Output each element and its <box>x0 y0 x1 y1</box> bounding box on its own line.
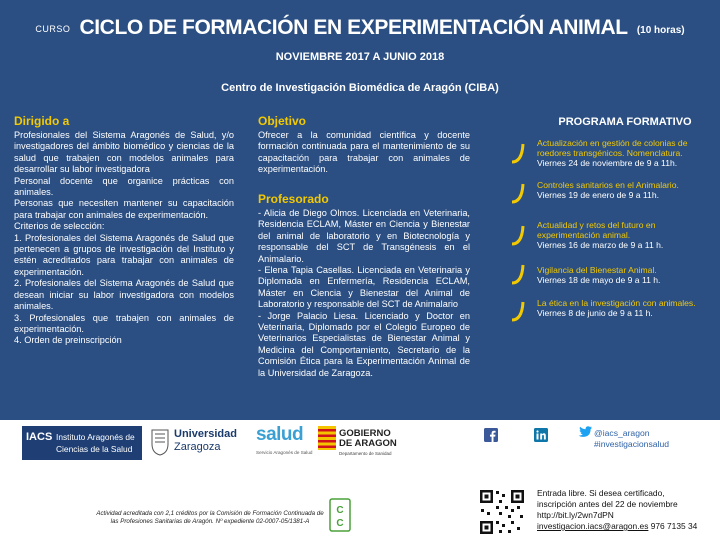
aragon-flag-icon <box>318 426 336 452</box>
dirigido-body <box>14 130 234 347</box>
program-item <box>537 298 715 318</box>
program-item-date: Viernes 19 de enero de 9 a 11h. <box>537 190 659 200</box>
gobierno-line-1: GOBIERNO <box>339 428 391 439</box>
iacs-abbr: IACS <box>26 431 53 443</box>
unizar-logo <box>150 424 242 466</box>
teacher-entry: - Jorge Palacio Liesa. Licenciado y Doctor en Veterinaria, Diplomado por el Colegio Europeo de Veterinarios Especialistas de Bienestar Animal y Medicina del Comportamiento, Secretario de la Comisión Ética para la Experimentación Animal de la Universidad de Zaragoza. <box>258 310 470 378</box>
program-item-title: Vigilancia del Bienestar Animal. <box>537 265 657 275</box>
programa-heading: PROGRAMA FORMATIVO <box>558 116 692 128</box>
bracket-icon <box>510 263 526 285</box>
accreditation-note: Actividad acreditada con 2,1 créditos por la Comisión de Formación Continuada de las Profesiones Sanitarias de Aragón. Nº expediente 02-0007-05/1381-A <box>96 510 324 525</box>
dirigido-paragraph: Personas que necesiten mantener su capacitación para trabajar con animales de experimentación. <box>14 198 234 220</box>
teacher-entry: - Elena Tapia Casellas. Licenciada en Veterinaria y Diplomada en Enfermería, Residencia ECLAM, Máster en Ciencia y Bienestar del Animal de Laboratorio y responsable del SCT de Animalario <box>258 265 470 310</box>
linkedin-icon[interactable] <box>534 428 548 442</box>
unizar-line-2: Zaragoza <box>174 441 221 453</box>
unizar-shield-icon <box>150 428 170 456</box>
objetivo-text: Ofrecer a la comunidad científica y docente formación continuada para el mantenimiento de su capacitación para trabajar con animales de experimentación. <box>258 130 470 175</box>
accreditation-seal-icon <box>329 498 351 532</box>
course-prefix: CURSO <box>35 24 71 34</box>
bracket-icon <box>510 182 526 204</box>
objetivo-body <box>258 130 470 176</box>
dirigido-heading: Dirigido a <box>14 114 70 128</box>
teacher-entry: - Alicia de Diego Olmos. Licenciada en Veterinaria, Residencia ECLAM, Máster en Ciencia y Bienestar del animal de laboratorio y en Biotecnología y responsable del SCT de Transgénesis en el Animalario. <box>258 208 470 264</box>
bracket-icon <box>510 224 526 246</box>
program-item <box>537 180 715 200</box>
unizar-line-1: Universidad <box>174 428 237 440</box>
dirigido-paragraph: 1. Profesionales del Sistema Aragonés de Salud que pertenecen a grupos de investigación del Instituto y estén acreditados para trabajar con animales de experimentación. <box>14 232 234 277</box>
iacs-logo <box>22 424 142 466</box>
qr-code-icon[interactable] <box>478 488 526 536</box>
svg-text:C: C <box>336 505 344 516</box>
bracket-icon <box>510 142 526 164</box>
title-row <box>0 16 720 40</box>
salud-word: salud <box>256 424 304 445</box>
hashtag: #investigacionsalud <box>594 438 670 449</box>
dirigido-paragraph: 3. Profesionales que trabajen con animales de experimentación. <box>14 312 234 334</box>
program-item <box>537 265 715 285</box>
course-title: CICLO DE FORMACIÓN EN EXPERIMENTACIÓN ANIMAL <box>79 16 628 39</box>
gobierno-line-2: DE ARAGON <box>339 438 397 449</box>
iacs-name-line: Instituto Aragonés de <box>56 432 135 442</box>
program-item <box>537 220 715 250</box>
program-item-date: Viernes 24 de noviembre de 9 a 11h. <box>537 158 678 168</box>
salud-subtitle: Servicio Aragonés de Salud <box>256 450 313 455</box>
dirigido-paragraph: Personal docente que organice prácticas con animales. <box>14 175 234 198</box>
program-item-date: Viernes 16 de marzo de 9 a 11 h. <box>537 240 664 250</box>
program-item-date: Viernes 18 de mayo de 9 a 11 h. <box>537 275 661 285</box>
registration-info <box>537 488 720 532</box>
social-block <box>594 428 714 449</box>
gobierno-logo <box>318 424 398 466</box>
twitter-icon[interactable] <box>578 426 592 438</box>
twitter-handle[interactable]: @iacs_aragon <box>594 428 650 438</box>
objetivo-heading: Objetivo <box>258 114 307 128</box>
contact-phone: 976 7135 34 <box>650 521 698 531</box>
program-item-date: Viernes 8 de junio de 9 a 11 h. <box>537 308 653 318</box>
contact-line <box>537 521 720 532</box>
dirigido-paragraph: Profesionales del Sistema Aragonés de Salud, y/o investigadores del ámbito biomédico y ciencias de la salud que trabajen con modelos animales para desarrollar su labor investigadora <box>14 130 234 175</box>
registration-url[interactable]: http://bit.ly/2wn7dPN <box>537 510 614 520</box>
contact-email[interactable]: investigacion.iacs@aragon.es <box>537 521 649 531</box>
facebook-icon[interactable] <box>484 428 498 442</box>
program-item-title: Actualidad y retos del futuro en experimentación animal. <box>537 220 656 240</box>
svg-text:C: C <box>336 518 344 529</box>
entry-line: inscripción antes del 22 de noviembre <box>537 499 678 509</box>
profesorado-body <box>258 208 470 379</box>
dirigido-paragraph: Criterios de selección: <box>14 221 105 232</box>
salud-logo <box>256 424 316 466</box>
course-dates: NOVIEMBRE 2017 A JUNIO 2018 <box>275 51 445 63</box>
entry-line: Entrada libre. Si desea certificado, <box>537 488 665 498</box>
course-hours: (10 horas) <box>636 25 685 36</box>
iacs-name-line: Ciencias de la Salud <box>56 444 133 454</box>
bracket-icon <box>510 300 526 322</box>
program-item-title: Actualización en gestión de colonias de roedores transgénicos. Nomenclatura. <box>537 138 688 158</box>
program-item <box>537 138 715 168</box>
course-venue: Centro de Investigación Biomédica de Aragón (CIBA) <box>221 82 499 94</box>
program-item-title: La ética en la investigación con animales. <box>537 298 696 308</box>
program-item-title: Controles sanitarios en el Animalario. <box>537 180 679 190</box>
profesorado-heading: Profesorado <box>258 192 329 206</box>
gobierno-subtitle: Departamento de Sanidad <box>339 451 392 456</box>
dirigido-paragraph: 2. Profesionales del Sistema Aragonés de Salud que desean iniciar su labor investigadora con modelos animales. <box>14 278 234 312</box>
dirigido-paragraph: 4. Orden de preinscripción <box>14 335 122 346</box>
